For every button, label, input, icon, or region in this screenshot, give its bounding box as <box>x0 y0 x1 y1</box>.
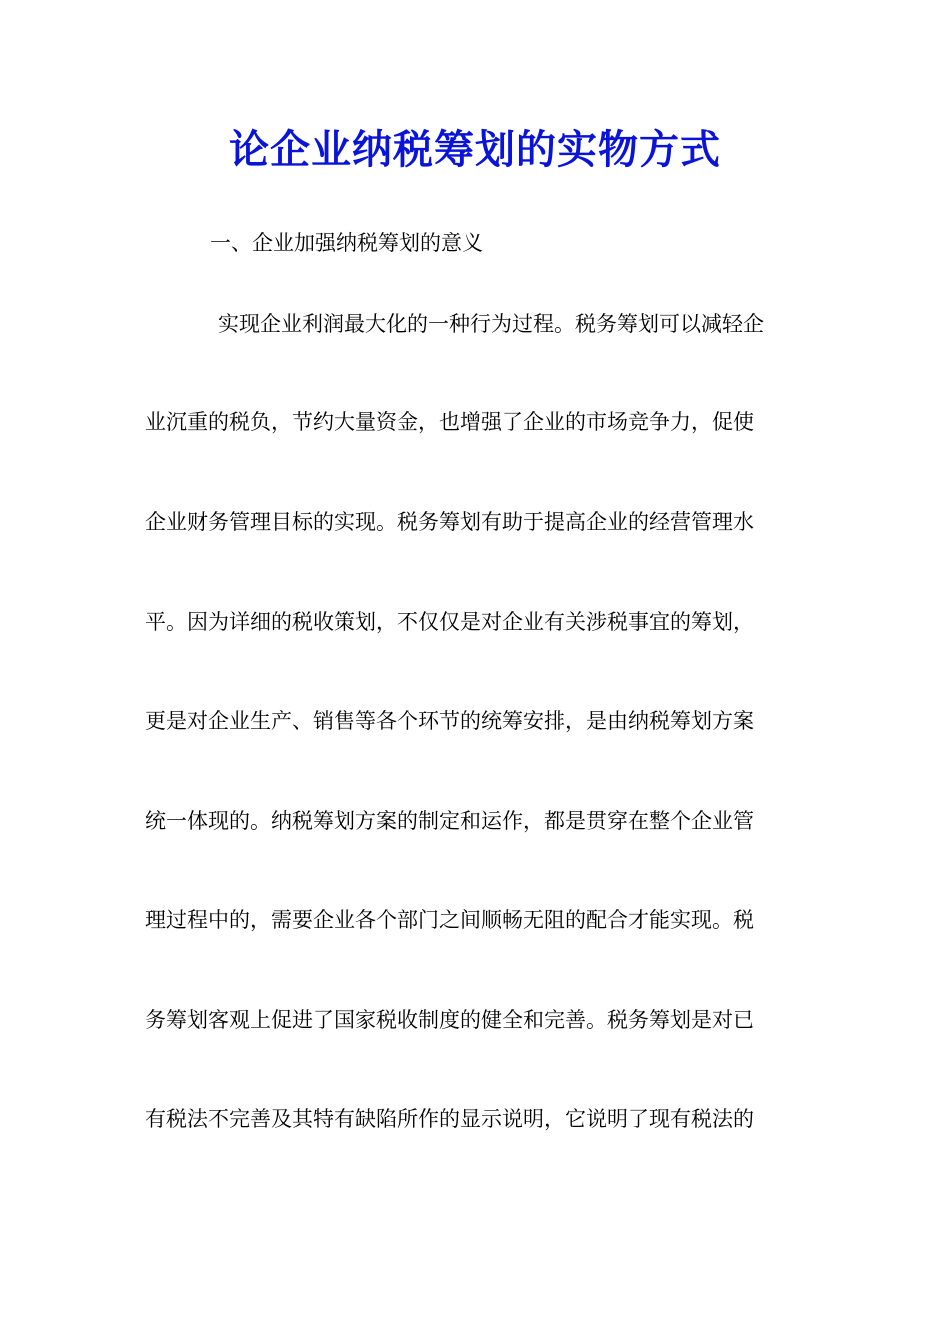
paragraph-line: 平。因为详细的税收策划，不仅仅是对企业有关涉税事宜的筹划， <box>145 610 754 634</box>
section-heading: 一、企业加强纳税筹划的意义 <box>210 231 483 255</box>
paragraph-line: 务筹划客观上促进了国家税收制度的健全和完善。税务筹划是对已 <box>145 1008 754 1032</box>
paragraph-line: 有税法不完善及其特有缺陷所作的显示说明，它说明了现有税法的 <box>145 1107 754 1131</box>
paragraph-line: 实现企业利润最大化的一种行为过程。税务筹划可以减轻企 <box>218 312 764 336</box>
paragraph-line: 更是对企业生产、销售等各个环节的统筹安排，是由纳税筹划方案 <box>145 709 754 733</box>
paragraph-line: 统一体现的。纳税筹划方案的制定和运作，都是贯穿在整个企业管 <box>145 809 754 833</box>
paragraph-line: 业沉重的税负，节约大量资金，也增强了企业的市场竞争力，促使 <box>145 410 754 434</box>
paragraph-line: 企业财务管理目标的实现。税务筹划有助于提高企业的经营管理水 <box>145 510 754 534</box>
paragraph-line: 理过程中的，需要企业各个部门之间顺畅无阻的配合才能实现。税 <box>145 908 754 932</box>
document-title: 论企业纳税筹划的实物方式 <box>229 126 721 173</box>
